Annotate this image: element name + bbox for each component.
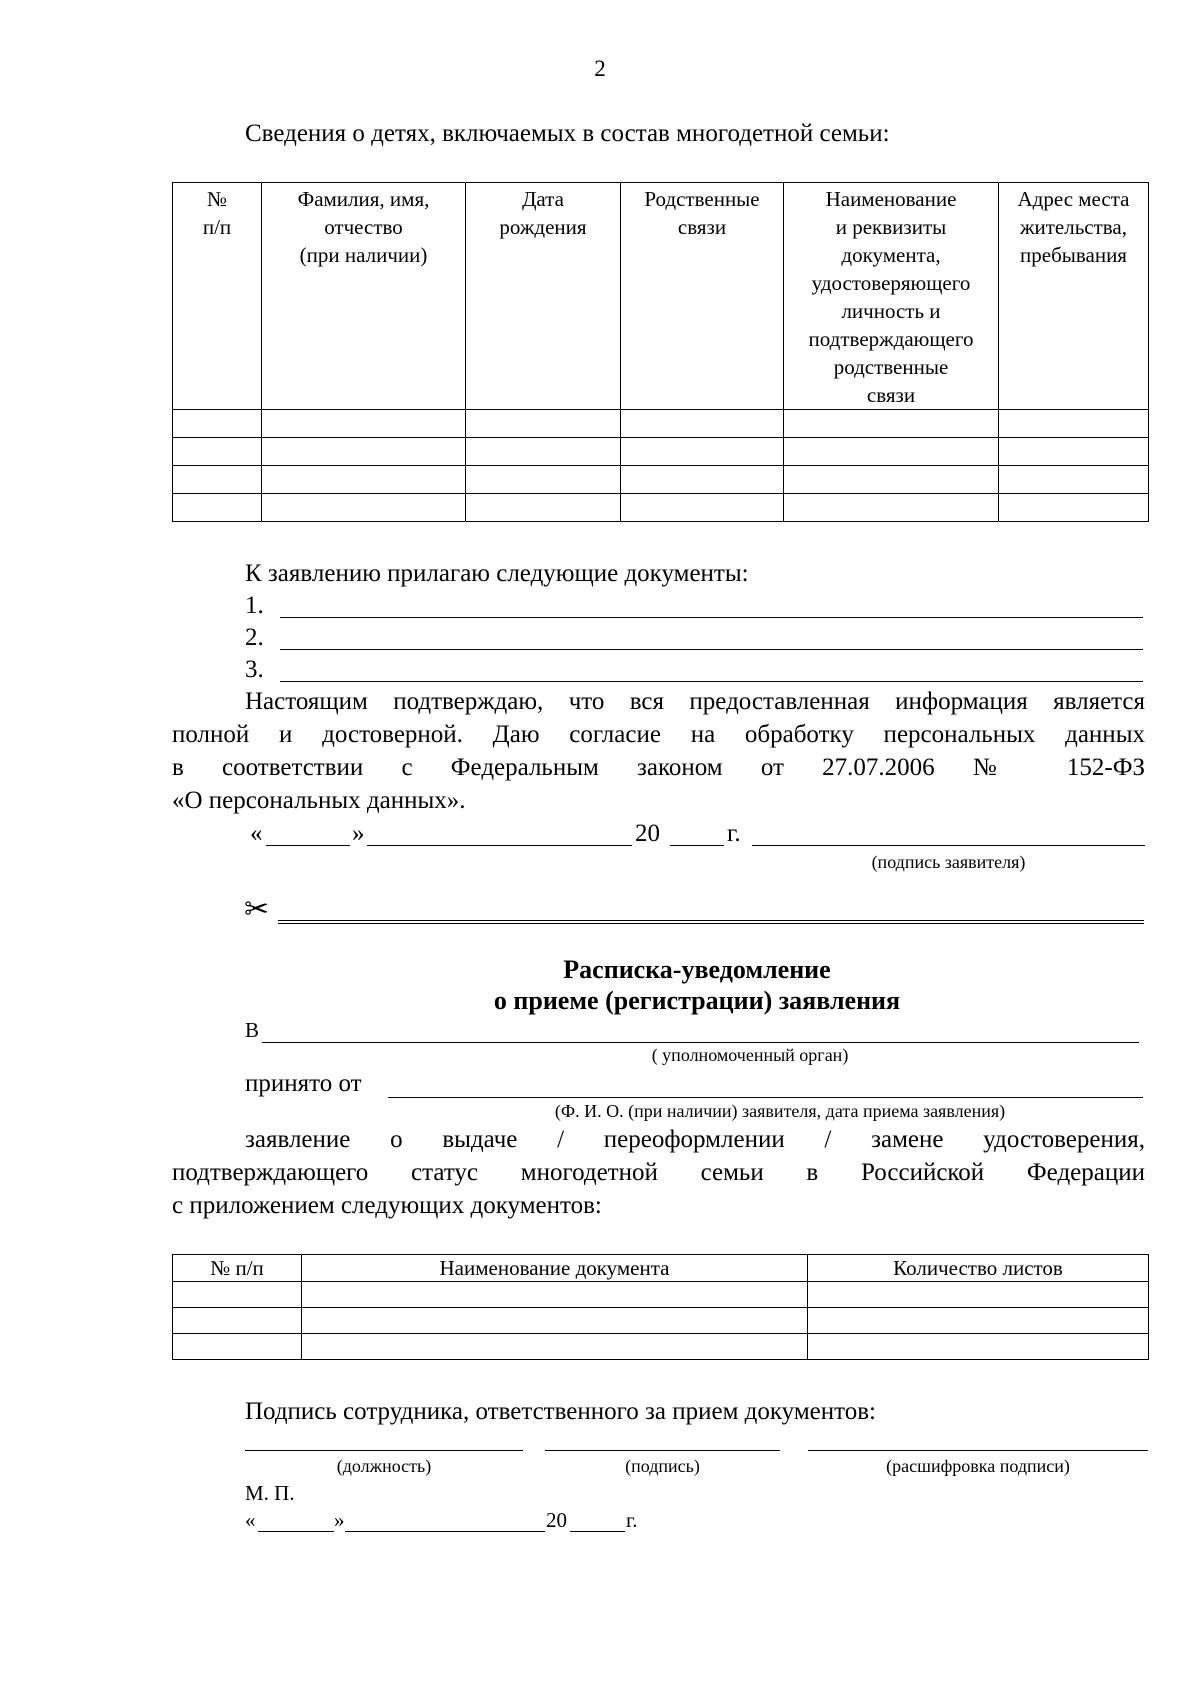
attachment-line-3[interactable] [280,681,1143,682]
consent-line-1: Настоящим подтверждаю, что вся предоставленная информация является [245,688,1145,715]
statement-line-3: с приложением следующих документов: [172,1192,602,1219]
date-close-quote: » [352,820,365,847]
signature-transcript-field[interactable] [808,1450,1148,1451]
column-header-sheet-count: Количество листов [808,1255,1149,1282]
receipt-date-open-quote: « [245,1508,256,1532]
table-row [173,438,1149,466]
table-cell[interactable] [808,1308,1149,1334]
table-cell[interactable] [784,410,999,438]
applicant-name-field[interactable] [388,1097,1143,1098]
receipt-date-month-field[interactable] [345,1531,545,1532]
table-cell[interactable] [999,410,1149,438]
table-row [173,466,1149,494]
column-header-birth-date: Дата рождения [466,183,621,410]
children-table-header [173,183,1149,410]
table-cell[interactable] [302,1334,808,1360]
table-row [173,494,1149,522]
table-cell[interactable] [173,410,262,438]
table-cell[interactable] [466,438,621,466]
cut-line [278,920,1144,924]
column-header-address: Адрес места жительства, пребывания [999,183,1149,410]
attachment-line-1[interactable] [280,617,1143,618]
receipt-date-close-quote: » [334,1508,345,1532]
table-cell[interactable] [173,1334,302,1360]
children-section-heading: Сведения о детях, включаемых в состав многодетной семьи: [245,120,890,147]
table-cell[interactable] [173,494,262,522]
table-row [173,1282,1149,1308]
table-row [173,1308,1149,1334]
position-field[interactable] [245,1450,523,1451]
consent-line-3: в соответствии с Федеральным законом от 27.07.2006 № 152-ФЗ [172,754,1145,781]
table-cell[interactable] [808,1282,1149,1308]
attachment-number-2: 2. [245,624,264,651]
column-header-full-name: Фамилия, имя, отчество (при наличии) [262,183,466,410]
table-cell[interactable] [302,1308,808,1334]
statement-line-1: заявление о выдаче / переоформлении / замене удостоверения, [245,1126,1145,1153]
date-year-field[interactable] [670,845,724,846]
seal-label: М. П. [245,1481,295,1505]
page-number: 2 [594,56,606,81]
statement-line-2: подтверждающего статус многодетной семьи в Российской Федерации [172,1159,1145,1186]
documents-table-header [173,1255,1149,1282]
transcript-caption: (расшифровка подписи) [886,1456,1070,1476]
from-label: принято от [245,1070,362,1097]
column-header-number: № п/п [173,183,262,410]
table-cell[interactable] [173,438,262,466]
signature-caption: (подпись) [625,1456,700,1476]
table-cell[interactable] [302,1282,808,1308]
children-table [172,182,1149,522]
column-header-document-name: Наименование документа [302,1255,808,1282]
table-cell[interactable] [621,494,784,522]
position-caption: (должность) [336,1456,432,1476]
table-cell[interactable] [784,438,999,466]
table-cell[interactable] [262,438,466,466]
attachment-line-2[interactable] [280,649,1143,650]
table-cell[interactable] [262,466,466,494]
table-cell[interactable] [621,438,784,466]
applicant-name-caption: (Ф. И. О. (при наличии) заявителя, дата приема заявления) [554,1101,1006,1121]
receipt-date-year-field[interactable] [570,1531,625,1532]
scissors-icon: ✂ [244,892,270,927]
date-open-quote: « [250,820,263,847]
receipt-date-year-suffix: г. [626,1508,638,1532]
receipt-title: Расписка-уведомление [563,955,831,984]
table-cell[interactable] [999,494,1149,522]
date-year-prefix: 20 [635,820,660,847]
attachments-intro: К заявлению прилагаю следующие документы: [245,560,749,587]
table-cell[interactable] [999,466,1149,494]
table-cell[interactable] [173,466,262,494]
table-cell[interactable] [999,438,1149,466]
consent-line-2: полной и достоверной. Даю согласие на обработку персональных данных [172,721,1145,748]
authority-field[interactable] [262,1042,1139,1043]
receipt-date-year-prefix: 20 [546,1508,567,1532]
table-cell[interactable] [621,466,784,494]
applicant-signature-field[interactable] [752,845,1145,846]
table-cell[interactable] [262,494,466,522]
date-month-field[interactable] [367,845,632,846]
date-day-field[interactable] [266,845,350,846]
staff-signature-heading: Подпись сотрудника, ответственного за прием документов: [245,1398,876,1425]
table-row [173,410,1149,438]
table-cell[interactable] [173,1282,302,1308]
receipt-subtitle: о приеме (регистрации) заявления [493,986,901,1015]
consent-line-4: «О персональных данных». [172,787,466,814]
table-cell[interactable] [262,410,466,438]
authority-caption: ( уполномоченный орган) [651,1045,849,1065]
staff-signature-field[interactable] [545,1450,780,1451]
attachment-number-3: 3. [245,656,264,683]
table-cell[interactable] [466,494,621,522]
table-cell[interactable] [466,466,621,494]
table-cell[interactable] [784,466,999,494]
column-header-number: № п/п [173,1255,302,1282]
table-cell[interactable] [621,410,784,438]
applicant-signature-caption: (подпись заявителя) [871,852,1026,872]
receipt-date-day-field[interactable] [258,1531,334,1532]
column-header-identity-document: Наименование и реквизиты документа, удостоверяющего личность и подтверждающего родственные связи [784,183,999,410]
table-cell[interactable] [466,410,621,438]
in-label: В [245,1018,260,1042]
table-row [173,1334,1149,1360]
table-cell[interactable] [784,494,999,522]
attachment-number-1: 1. [245,592,264,619]
table-cell[interactable] [808,1334,1149,1360]
column-header-relationship: Родственные связи [621,183,784,410]
documents-table [172,1254,1149,1360]
table-cell[interactable] [173,1308,302,1334]
date-year-suffix: г. [727,820,741,847]
